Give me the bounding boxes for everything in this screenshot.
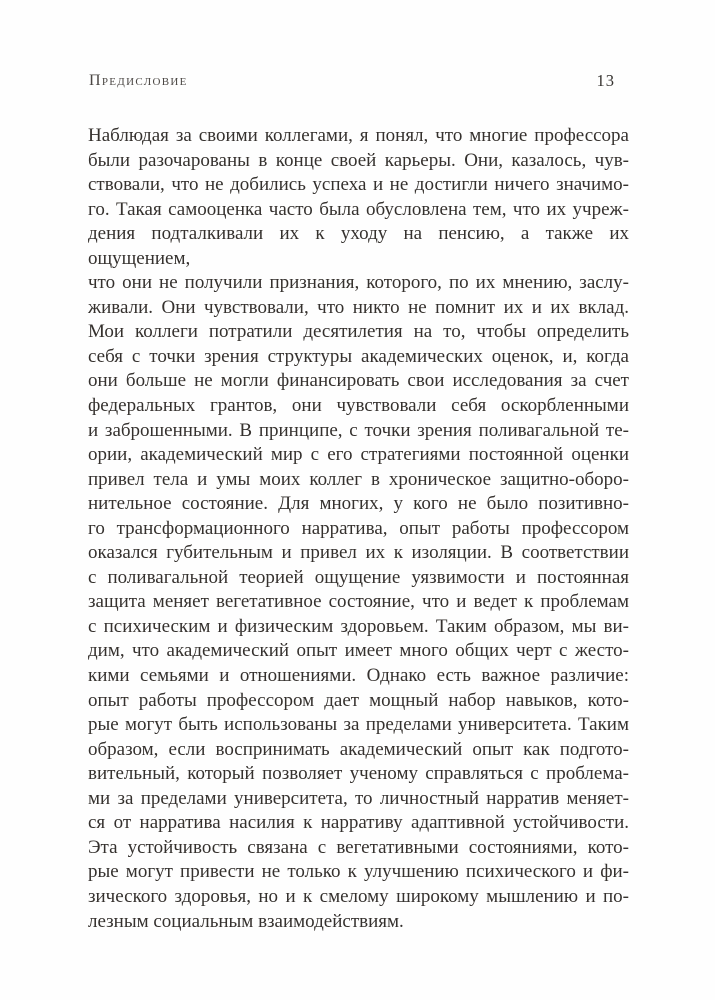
text-line: защита меняет вегетативное состояние, что и ведет к проблемам (88, 591, 629, 613)
text-line: Мои коллеги потратили десятилетия на то, чтобы определить (88, 321, 629, 343)
text-line: рые могут привести не только к улучшению психического и фи- (88, 861, 629, 883)
text-line: ории, академический мир с его стратегиями постоянной оценки (88, 444, 629, 466)
text-line: и заброшенными. В принципе, с точки зрения поливагальной те- (88, 419, 629, 441)
text-line: что они не получили признания, которого, по их мнению, заслу- (88, 272, 629, 294)
text-line: нительное состояние. Для многих, у кого не было позитивно- (88, 493, 629, 515)
text-line: Эта устойчивость связана с вегетативными состояниями, кото- (88, 836, 629, 858)
text-line: опыт работы профессором дает мощный набор навыков, кото- (88, 689, 629, 711)
text-line: они больше не могли финансировать свои исследования за счет (88, 370, 629, 392)
text-line: с психическим и физическим здоровьем. Таким образом, мы ви- (88, 615, 629, 637)
text-line: го. Такая самооценка часто была обусловлена тем, что их учреж- (88, 198, 629, 220)
text-line: дим, что академический опыт имеет много общих черт с жесто- (88, 640, 629, 662)
text-line: федеральных грантов, они чувствовали себя оскорбленными (88, 395, 629, 417)
text-line: образом, если воспринимать академический опыт как подгото- (88, 738, 629, 760)
page-number: 13 (596, 71, 615, 90)
text-line: рые могут быть использованы за пределами университета. Таким (88, 714, 629, 736)
text-line: с поливагальной теорией ощущение уязвимости и постоянная (88, 566, 629, 588)
text-line: себя с точки зрения структуры академических оценок, и, когда (88, 345, 629, 367)
text-line: живали. Они чувствовали, что никто не помнит их и их вклад. (88, 296, 629, 318)
text-line: ствовали, что не добились успеха и не достигли ничего значимо- (88, 174, 629, 196)
text-line: зического здоровья, но и к смелому широкому мышлению и по- (88, 885, 629, 907)
text-line: го трансформационного нарратива, опыт работы профессором (88, 517, 629, 539)
body-text (88, 124, 629, 934)
text-line: вительный, который позволяет ученому справляться с проблема- (88, 763, 629, 785)
text-line: Наблюдая за своими коллегами, я понял, что многие профессора (88, 125, 629, 146)
text-line: привел тела и умы моих коллег в хроническое защитно-оборо- (88, 468, 629, 490)
text-line: лезным социальным взаимодействиям. (88, 910, 404, 932)
text-line: были разочарованы в конце своей карьеры. Они, казалось, чув- (88, 149, 629, 171)
text-line: оказался губительным и привел их к изоляции. В соответствии (88, 542, 629, 564)
text-line: ми за пределами университета, то личностный нарратив меняет- (88, 787, 629, 809)
text-line: дения подталкивали их к уходу на пенсию, а также их ощущением, (88, 223, 629, 269)
text-line: кими семьями и отношениями. Однако есть важное различие: (88, 665, 629, 687)
running-header: Предисловие (89, 72, 188, 89)
text-line: ся от нарратива насилия к нарративу адаптивной устойчивости. (88, 812, 629, 834)
